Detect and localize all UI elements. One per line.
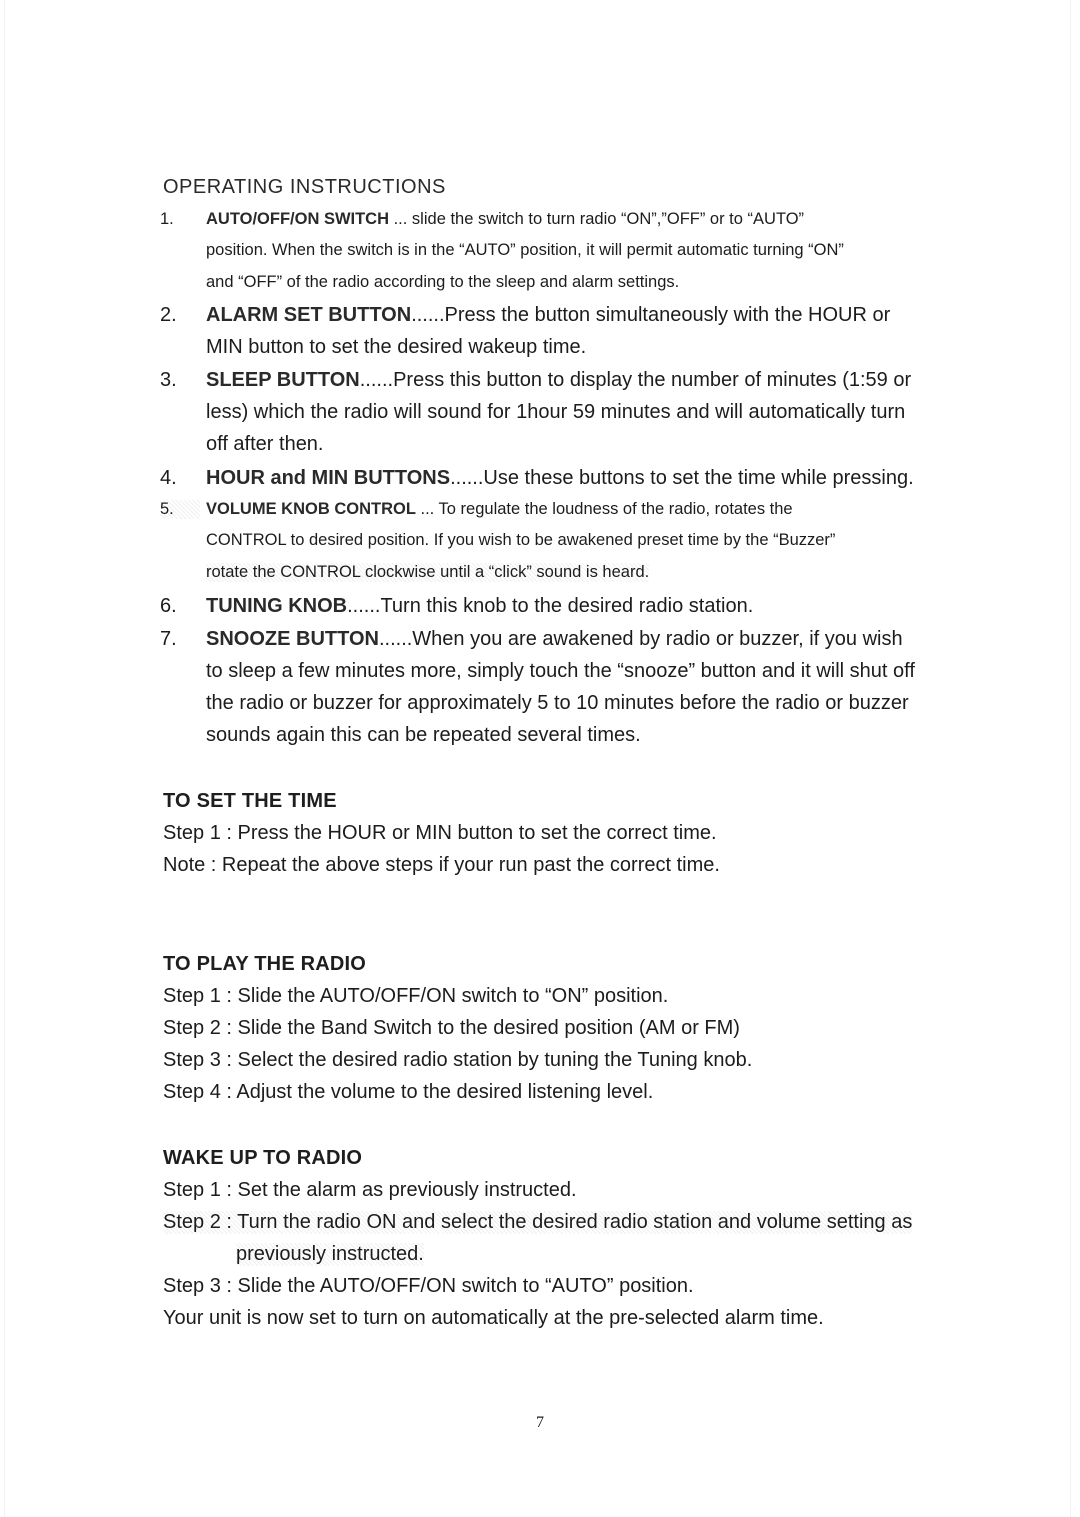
wake-up-step-continued: previously instructed. <box>236 1243 424 1265</box>
item-text: less) which the radio will sound for 1hour 59 minutes and will automatically turn <box>206 401 906 423</box>
item-text: ......Use these buttons to set the time while pressing. <box>450 467 914 489</box>
item-text: position. When the switch is in the “AUTO” position, it will permit automatic turning “ON” <box>206 241 844 259</box>
item-number: 4. <box>160 467 177 489</box>
item-number: 1. <box>160 210 174 228</box>
item-text: MIN button to set the desired wakeup time. <box>206 336 587 358</box>
wake-up-heading: WAKE UP TO RADIO <box>163 1147 363 1169</box>
item-title: AUTO/OFF/ON SWITCH <box>206 210 390 228</box>
item-number: 7. <box>160 628 177 650</box>
scan-edge-left <box>4 0 5 1517</box>
operating-instructions-heading: OPERATING INSTRUCTIONS <box>163 176 446 198</box>
item-text: ......When you are awakened by radio or buzzer, if you wish <box>378 628 903 650</box>
item-text: ... To regulate the loudness of the radio, rotates the <box>415 500 793 518</box>
scan-edge-right <box>1070 0 1071 1517</box>
page-number: 7 <box>536 1414 544 1431</box>
item-text: ......Press the button simultaneously with the HOUR or <box>411 304 891 326</box>
item-title: TUNING KNOB <box>206 595 348 617</box>
item-number: 6. <box>160 595 177 617</box>
item-title: SLEEP BUTTON <box>206 369 360 391</box>
wake-up-step: Step 3 : Slide the AUTO/OFF/ON switch to “AUTO” position. <box>163 1275 694 1297</box>
wake-up-step: Step 2 : Turn the radio ON and select the desired radio station and volume setting as <box>163 1211 913 1233</box>
item-text: sounds again this can be repeated several times. <box>206 724 641 746</box>
item-text: the radio or buzzer for approximately 5 to 10 minutes before the radio or buzzer <box>206 692 909 714</box>
play-radio-step: Step 4 : Adjust the volume to the desired listening level. <box>163 1081 654 1103</box>
item-text: to sleep a few minutes more, simply touch the “snooze” button and it will shut off <box>206 660 915 682</box>
item-title: SNOOZE BUTTON <box>206 628 379 650</box>
item-title: ALARM SET BUTTON <box>206 304 412 326</box>
item-text: and “OFF” of the radio according to the sleep and alarm settings. <box>206 273 680 291</box>
item-text: ... slide the switch to turn radio “ON”,”OFF” or to “AUTO” <box>389 210 805 228</box>
item-number: 2. <box>160 304 177 326</box>
item-title: VOLUME KNOB CONTROL <box>206 500 416 518</box>
item-text: off after then. <box>206 433 324 455</box>
set-time-step: Step 1 : Press the HOUR or MIN button to set the correct time. <box>163 822 717 844</box>
play-radio-heading: TO PLAY THE RADIO <box>163 953 367 975</box>
item-title: HOUR and MIN BUTTONS <box>206 467 451 489</box>
item-number: 3. <box>160 369 177 391</box>
set-time-note: Note : Repeat the above steps if your run past the correct time. <box>163 854 720 876</box>
play-radio-step: Step 2 : Slide the Band Switch to the desired position (AM or FM) <box>163 1017 740 1039</box>
wake-up-step: Step 1 : Set the alarm as previously instructed. <box>163 1179 577 1201</box>
item-text: ......Press this button to display the number of minutes (1:59 or <box>359 369 912 391</box>
item-text: CONTROL to desired position. If you wish to be awakened preset time by the “Buzzer” <box>206 531 836 549</box>
set-time-heading: TO SET THE TIME <box>163 790 337 812</box>
play-radio-step: Step 1 : Slide the AUTO/OFF/ON switch to “ON” position. <box>163 985 669 1007</box>
play-radio-step: Step 3 : Select the desired radio station by tuning the Tuning knob. <box>163 1049 753 1071</box>
item-text: ......Turn this knob to the desired radio station. <box>347 595 754 617</box>
wake-up-summary: Your unit is now set to turn on automatically at the pre-selected alarm time. <box>163 1307 824 1329</box>
item-number: 5. <box>160 500 200 519</box>
item-text: rotate the CONTROL clockwise until a “click” sound is heard. <box>206 563 650 581</box>
